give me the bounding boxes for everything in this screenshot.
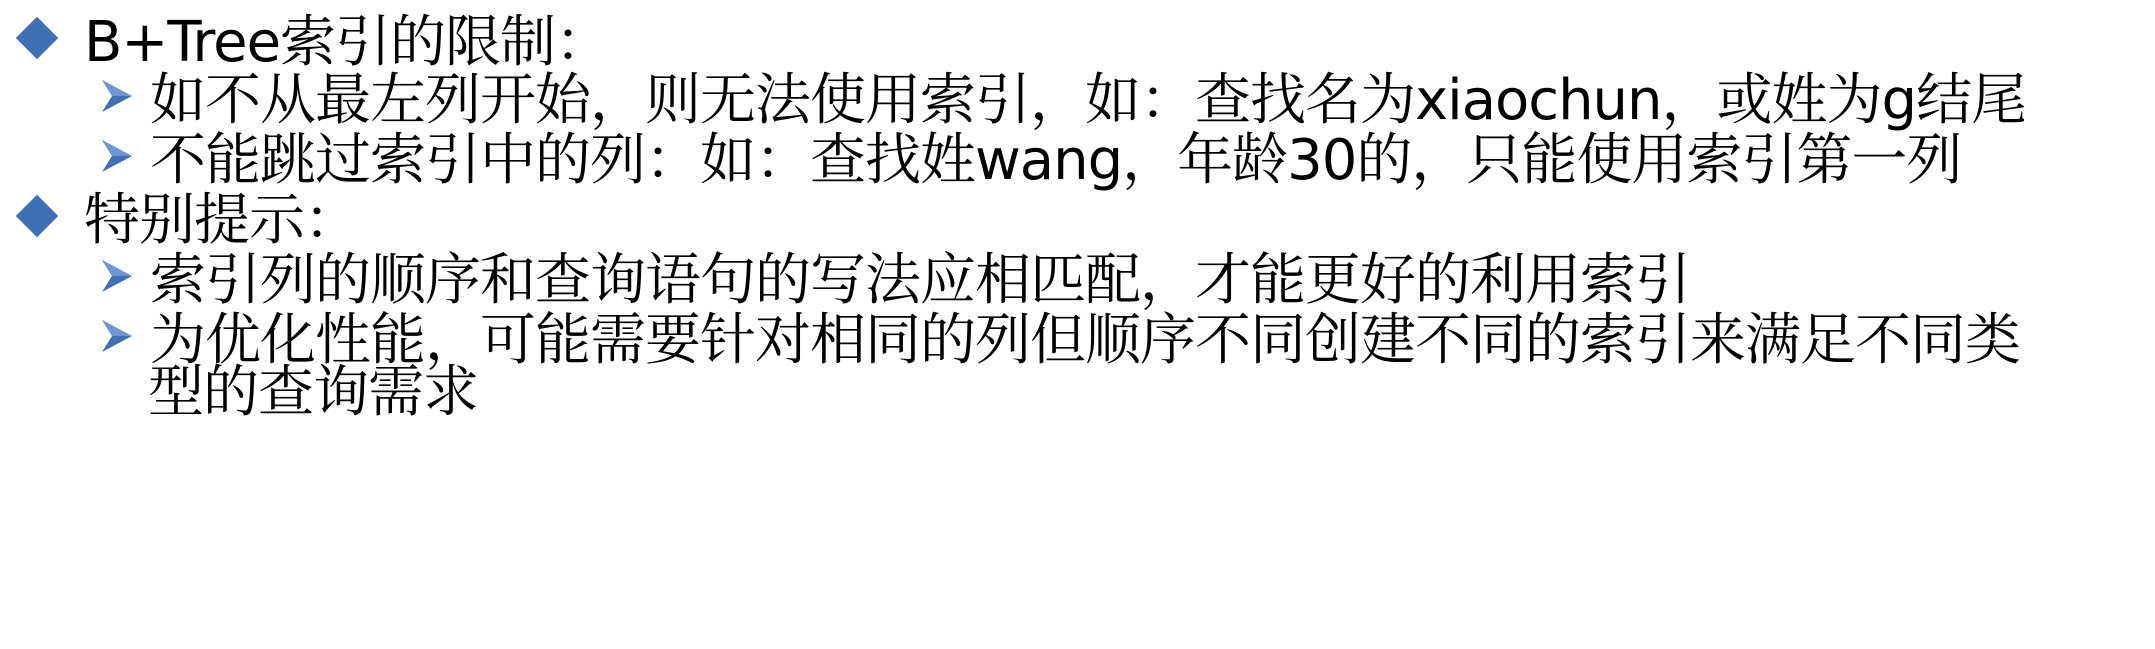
diamond-bullet-icon: [16, 17, 58, 59]
item-text: 为优化性能，可能需要针对相同的列但顺序不同创建不同的索引来满足不同类: [150, 308, 2020, 373]
item-text: 不能跳过索引中的列：如：查找姓wang，年龄30的，只能使用索引第一列: [150, 128, 1962, 193]
list-item: [100, 118, 1961, 194]
arrow-bullet-icon: [100, 256, 134, 296]
heading-text: B+Tree索引的限制：: [84, 10, 611, 75]
arrow-bullet-icon: [100, 316, 134, 356]
arrow-bullet-icon: [100, 76, 134, 116]
arrow-bullet-icon: [100, 136, 134, 176]
diamond-bullet-icon: [16, 195, 58, 237]
heading-text: 特别提示：: [84, 188, 359, 253]
item-continuation-text: 型的查询需求: [148, 360, 478, 425]
item-text: 索引列的顺序和查询语句的写法应相匹配，才能更好的利用索引: [150, 248, 1690, 313]
item-text: 如不从最左列开始，则无法使用索引，如：查找名为xiaochun，或姓为g结尾: [150, 68, 2027, 133]
